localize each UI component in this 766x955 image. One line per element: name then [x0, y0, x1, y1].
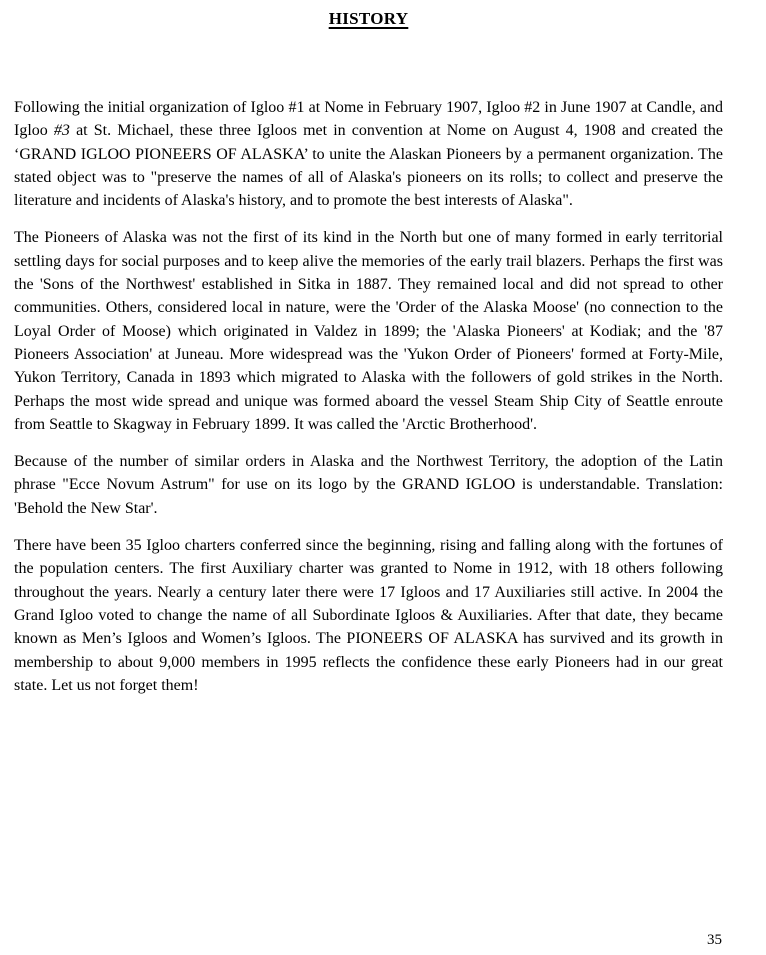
page-title-text: HISTORY — [328, 9, 409, 28]
paragraph-igloo-charters: There have been 35 Igloo charters conferred since the beginning, rising and falling along with the fortunes of the population centers. The first Auxiliary charter was granted to Nome in 1912, with 18 others following throughout the years. Nearly a century later there were 17 Igloos and 17 Auxiliaries still active. In 2004 the Grand Igloo voted to change the name of all Subordinate Igloos & Auxiliaries. After that date, they became known as Men’s Igloos and Women’s Igloos. The PIONEERS OF ALASKA has survived and its growth in membership to about 9,000 members in 1995 reflects the confidence these early Pioneers had in our great state. Let us not forget them! — [14, 537, 723, 694]
paragraph-1-text: Following the initial organization of Igloo #1 at Nome in February 1907, Igloo #2 in June 1907 at Candle, and Igloo — [14, 99, 723, 140]
paragraph-similar-orders: The Pioneers of Alaska was not the first of its kind in the North but one of many formed in early territorial settling days for social purposes and to keep alive the memories of the early trail blazers. Perhaps the first was the 'Sons of the Northwest' established in Sitka in 1887. They remained local and did not spread to other communities. Others, considered local in nature, were the 'Order of the Alaska Moose' (no connection to the Loyal Order of Moose) which originated in Valdez in 1899; the 'Alaska Pioneers' at Kodiak; and the '87 Pioneers Association' at Juneau. More widespread was the 'Yukon Order of Pioneers' formed at Forty-Mile, Yukon Territory, Canada in 1893 which migrated to Alaska with the followers of gold strikes in the North. Perhaps the most wide spread and unique was formed aboard the vessel Steam Ship City of Seattle enroute from Seattle to Skagway in February 1899. It was called the 'Arctic Brotherhood'. — [14, 229, 723, 433]
paragraph-1-text-continued: at St. Michael, these three Igloos met in convention at Nome on August 4, 1908 and created the ‘GRAND IGLOO PIONEERS OF ALASKA’ to unite the Alaskan Pioneers by a permanent organization. The stated object was to "preserve the names of all of Alaska's pioneers on its rolls; to collect and preserve the literature and incidents of Alaska's history, and to promote the best interests of Alaska". — [14, 122, 723, 210]
paragraph-latin-motto: Because of the number of similar orders in Alaska and the Northwest Territory, the adoption of the Latin phrase "Ecce Novum Astrum" for use on its logo by the GRAND IGLOO is understandable. Translation: 'Behold the New Star'. — [14, 453, 723, 517]
paragraph-history-founding — [14, 96, 723, 212]
paragraph-1-italic-text: #3 — [53, 122, 70, 140]
page-title — [14, 8, 723, 30]
page-number: 35 — [707, 932, 722, 948]
